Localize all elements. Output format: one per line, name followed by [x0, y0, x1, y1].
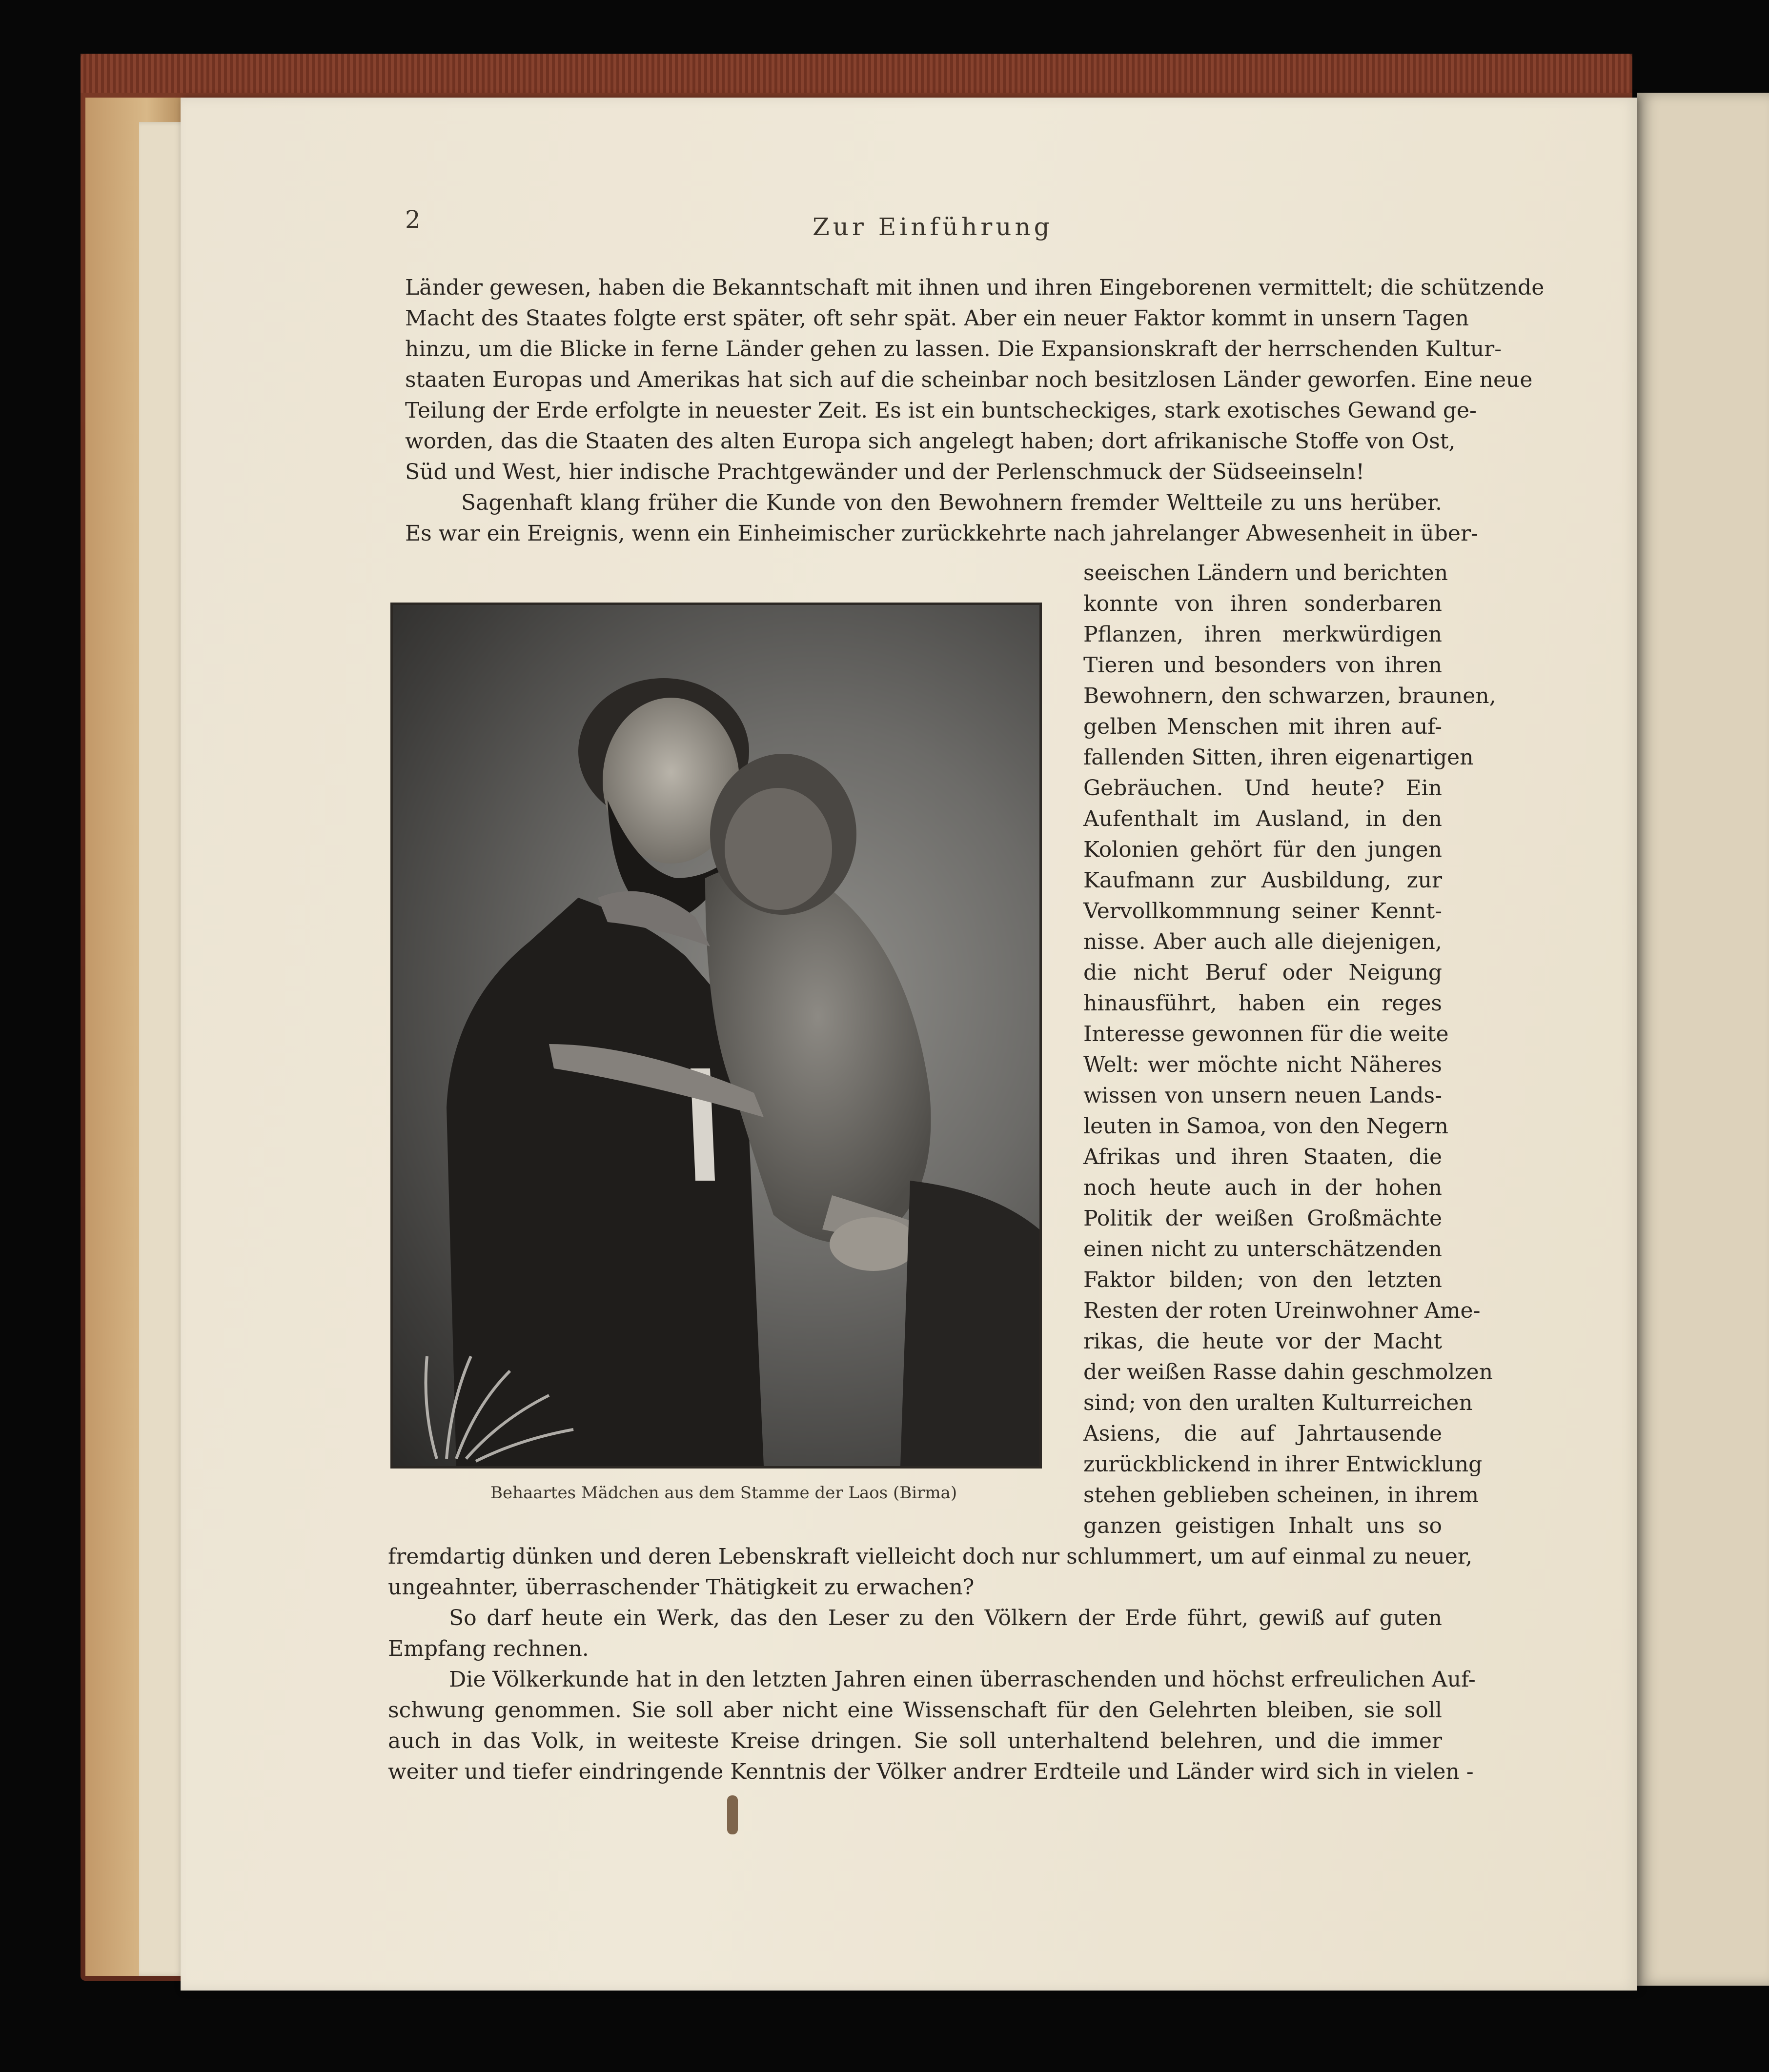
- body-line: Süd und West, hier indische Prachtgewänder und der Perlenschmuck der Südseeinseln!: [405, 460, 1365, 484]
- body-line: gelben Menschen mit ihren auf-: [1083, 714, 1442, 739]
- body-line: Kolonien gehört für den jungen: [1083, 837, 1442, 862]
- body-line: noch heute auch in der hohen: [1083, 1175, 1442, 1200]
- body-line: die nicht Beruf oder Neigung: [1083, 960, 1442, 985]
- body-line: Empfang rechnen.: [388, 1636, 589, 1661]
- paper-stain: [727, 1795, 738, 1834]
- page-number: 2: [405, 205, 421, 234]
- body-line: Faktor bilden; von den letzten: [1083, 1267, 1442, 1292]
- body-line: auch in das Volk, in weiteste Kreise dringen. Sie soll unterhaltend belehren, und die immer: [388, 1729, 1442, 1753]
- body-line: Welt: wer möchte nicht Näheres: [1083, 1052, 1442, 1077]
- body-line: konnte von ihren sonderbaren: [1083, 591, 1442, 616]
- body-line: stehen geblieben scheinen, in ihrem: [1083, 1483, 1479, 1508]
- figure-caption: Behaartes Mädchen aus dem Stamme der Laos (Birma): [490, 1483, 957, 1503]
- body-line: Politik der weißen Großmächte: [1083, 1206, 1442, 1231]
- running-head: Zur Einführung: [813, 213, 1053, 241]
- body-line: nisse. Aber auch alle diejenigen,: [1083, 929, 1442, 954]
- body-line: staaten Europas und Amerikas hat sich auf die scheinbar noch besitzlosen Länder geworfen. Eine neue: [405, 367, 1533, 392]
- body-line: schwung genommen. Sie soll aber nicht eine Wissenschaft für den Gelehrten bleiben, sie soll: [388, 1698, 1442, 1723]
- body-line: fallenden Sitten, ihren eigenartigen: [1083, 745, 1474, 770]
- body-line: wissen von unsern neuen Lands-: [1083, 1083, 1442, 1108]
- body-line: Tieren und besonders von ihren: [1083, 653, 1442, 678]
- body-line: Sagenhaft klang früher die Kunde von den Bewohnern fremder Weltteile zu uns herüber.: [461, 490, 1442, 515]
- body-line: rikas, die heute vor der Macht: [1083, 1329, 1442, 1354]
- body-line: sind; von den uralten Kulturreichen: [1083, 1390, 1473, 1415]
- body-line: hinzu, um die Blicke in ferne Länder gehen zu lassen. Die Expansionskraft der herrschenden Kultur-: [405, 337, 1502, 362]
- body-line: Asiens, die auf Jahrtausende: [1083, 1421, 1442, 1446]
- body-line: Pflanzen, ihren merkwürdigen: [1083, 622, 1442, 647]
- body-line: Die Völkerkunde hat in den letzten Jahren einen überraschenden und höchst erfreulichen Auf-: [449, 1667, 1476, 1692]
- body-line: worden, das die Staaten des alten Europa sich angelegt haben; dort afrikanische Stoffe von Ost,: [405, 429, 1456, 454]
- body-line: einen nicht zu unterschätzenden: [1083, 1237, 1442, 1262]
- body-line: leuten in Samoa, von den Negern: [1083, 1114, 1448, 1139]
- body-line: Macht des Staates folgte erst später, oft sehr spät. Aber ein neuer Faktor kommt in unsern Tagen: [405, 306, 1469, 331]
- body-line: ganzen geistigen Inhalt uns so: [1083, 1513, 1442, 1538]
- body-line: weiter und tiefer eindringende Kenntnis der Völker andrer Erdteile und Länder wird sich in vielen -: [388, 1759, 1474, 1784]
- body-line: zurückblickend in ihrer Entwicklung: [1083, 1452, 1483, 1477]
- body-line: Es war ein Ereignis, wenn ein Einheimischer zurückkehrte nach jahrelanger Abwesenheit in über-: [405, 521, 1478, 546]
- body-line: Afrikas und ihren Staaten, die: [1083, 1145, 1442, 1169]
- body-line: Resten der roten Ureinwohner Ame-: [1083, 1298, 1481, 1323]
- body-line: seeischen Ländern und berichten: [1083, 561, 1448, 585]
- body-line: So darf heute ein Werk, das den Leser zu den Völkern der Erde führt, gewiß auf guten: [449, 1606, 1442, 1630]
- body-line: Interesse gewonnen für die weite: [1083, 1022, 1449, 1046]
- body-line: Aufenthalt im Ausland, in den: [1083, 806, 1442, 831]
- body-line: Bewohnern, den schwarzen, braunen,: [1083, 684, 1496, 708]
- body-line: Gebräuchen. Und heute? Ein: [1083, 776, 1442, 801]
- body-line: Teilung der Erde erfolgte in neuester Zeit. Es ist ein buntscheckiges, stark exotisches Gewand ge-: [405, 398, 1477, 423]
- body-line: Kaufmann zur Ausbildung, zur: [1083, 868, 1442, 893]
- body-line: der weißen Rasse dahin geschmolzen: [1083, 1360, 1493, 1385]
- body-line: Vervollkommnung seiner Kennt-: [1083, 899, 1442, 924]
- body-line: fremdartig dünken und deren Lebenskraft vielleicht doch nur schlummert, um auf einmal zu neuer,: [388, 1544, 1473, 1569]
- body-line: Länder gewesen, haben die Bekanntschaft mit ihnen und ihren Eingeborenen vermittelt; die schützende: [405, 275, 1545, 300]
- body-line: hinausführt, haben ein reges: [1083, 991, 1442, 1016]
- body-line: ungeahnter, überraschender Thätigkeit zu erwachen?: [388, 1575, 975, 1600]
